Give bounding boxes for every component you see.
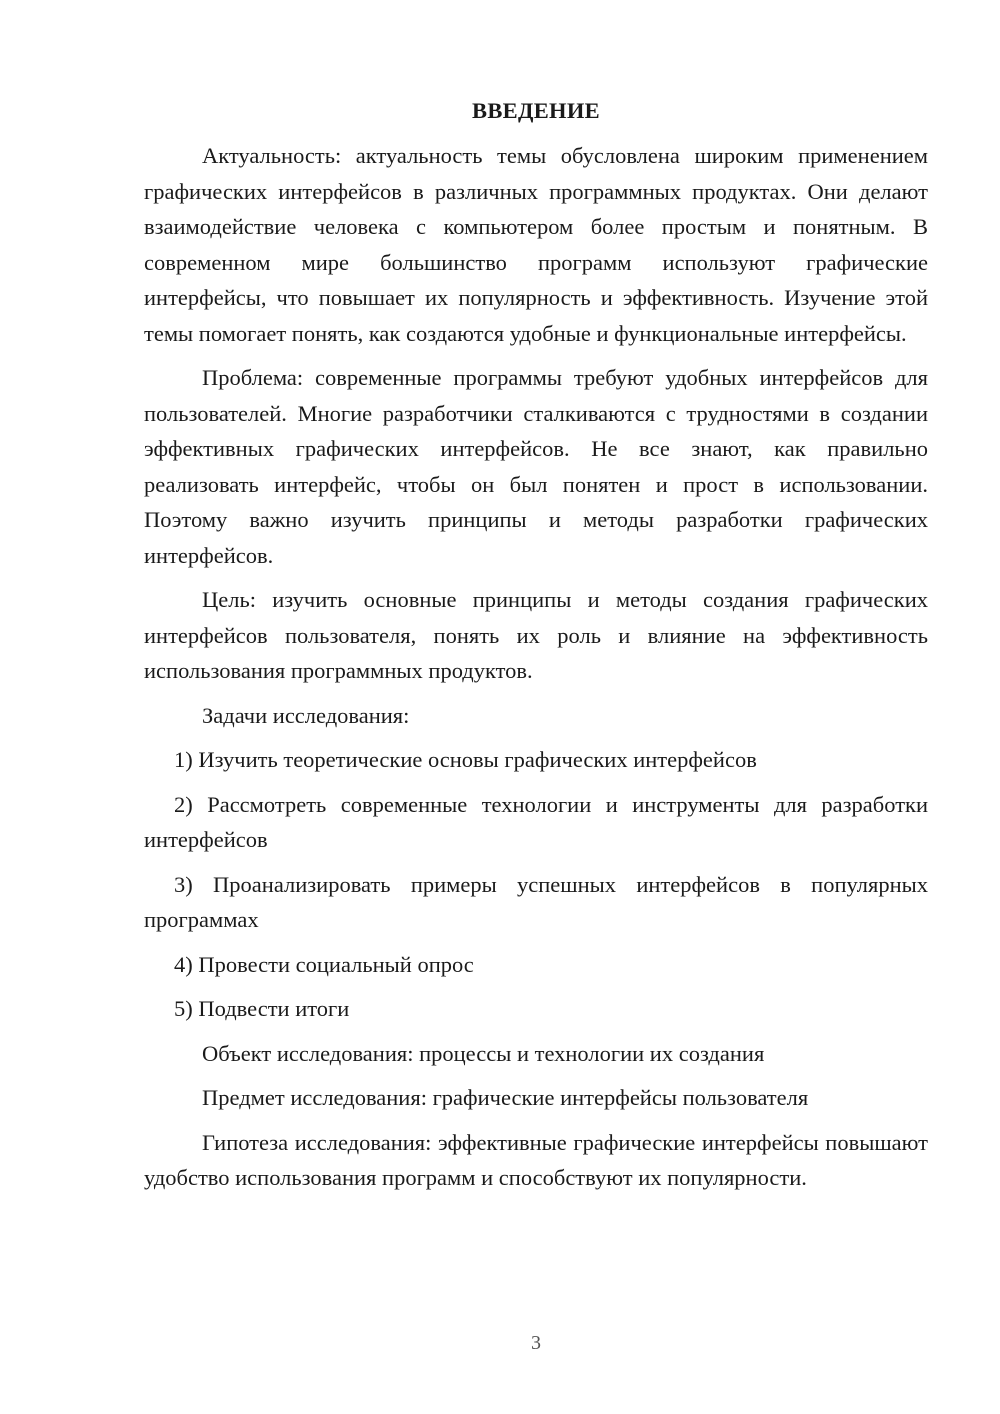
page-number: 3 xyxy=(531,1332,541,1354)
task-item: 4) Провести социальный опрос xyxy=(174,951,474,977)
section-title: ВВЕДЕНИЕ xyxy=(472,98,600,123)
tasks-heading: Задачи исследования: xyxy=(202,702,410,728)
paragraph-hypothesis: Гипотеза исследования: эффективные графические интерфейсы повышают удобство использования программ и способствуют их популярности. xyxy=(144,1129,928,1190)
task-item: 2) Рассмотреть современные технологии и инструменты для разработки интерфейсов xyxy=(144,791,928,852)
task-item: 3) Проанализировать примеры успешных интерфейсов в популярных программах xyxy=(144,871,928,932)
paragraph-object: Объект исследования: процессы и технологии их создания xyxy=(202,1040,765,1066)
task-item: 1) Изучить теоретические основы графических интерфейсов xyxy=(174,747,757,772)
task-item: 5) Подвести итоги xyxy=(174,996,350,1021)
paragraph-goal: Цель: изучить основные принципы и методы создания графических интерфейсов пользователя, понять их роль и влияние на эффективность использования программных продуктов. xyxy=(144,587,928,683)
document-page xyxy=(144,96,928,1205)
paragraph-relevance: Актуальность: актуальность темы обусловлена широким применением графических интерфейсов в различных программных продуктах. Они делают взаимодействие человека с компьютером более простым и понятным. В современном мире большинство программ используют графические интерфейсы, что повышает их популярность и эффективность. Изучение этой темы помогает понять, как создаются удобные и функциональные интерфейсы. xyxy=(144,143,928,346)
paragraph-subject: Предмет исследования: графические интерфейсы пользователя xyxy=(202,1085,809,1110)
paragraph-problem: Проблема: современные программы требуют удобных интерфейсов для пользователей. Многие разработчики сталкиваются с трудностями в создании эффективных графических интерфейсов. Не все знают, как правильно реализовать интерфейс, чтобы он был понятен и прост в использовании. Поэтому важно изучить принципы и методы разработки графических интерфейсов. xyxy=(144,365,928,568)
